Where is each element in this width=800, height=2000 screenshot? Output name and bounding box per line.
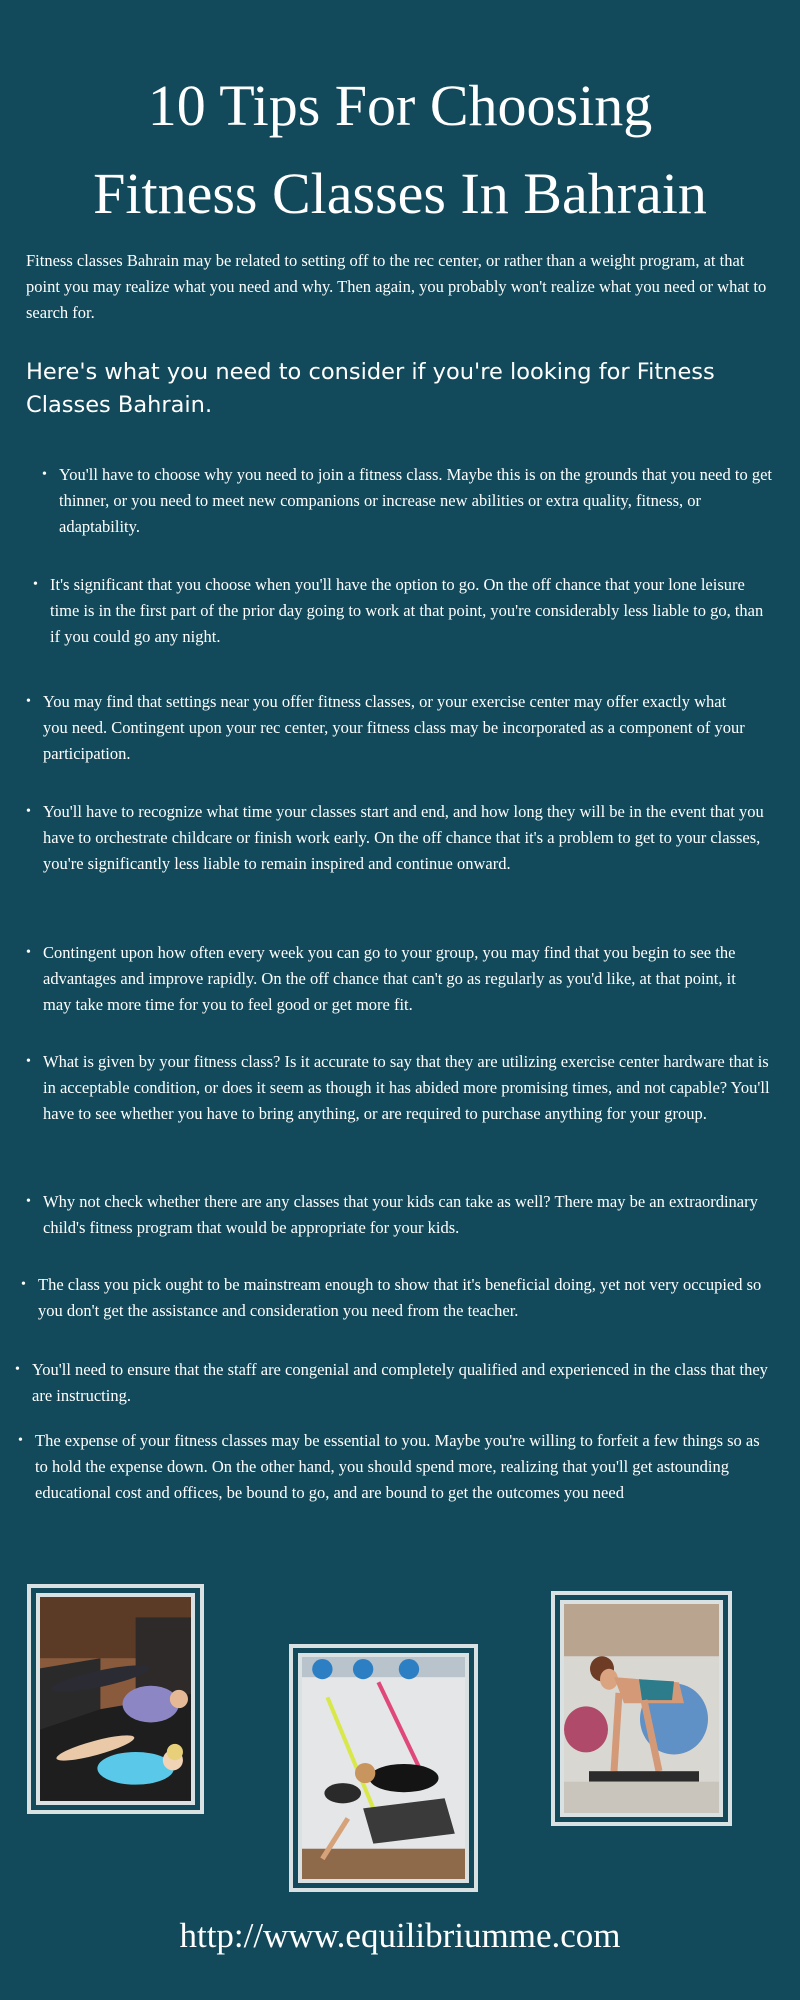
pilates-class-photo-icon xyxy=(40,1597,191,1801)
bullet-icon: • xyxy=(42,467,47,482)
tip-item-6 xyxy=(26,1049,778,1127)
title-line-2: Fitness Classes In Bahrain xyxy=(93,161,707,226)
tip-text: The expense of your fitness classes may be essential to you. Maybe you're willing to forfeit a few things so as to hold the expense down. On the other hand, you should spend more, realizing that you'll get astounding educational cost and offices, be bound to go, and are bound to get the outcomes you need xyxy=(35,1431,760,1502)
resistance-band-class-photo-icon xyxy=(302,1657,465,1879)
page-title xyxy=(0,62,800,238)
photo-frame-pilates xyxy=(27,1584,204,1814)
tip-text: You may find that settings near you offer fitness classes, or your exercise center may offer exactly what you need. Contingent upon your rec center, your fitness class may be incorporated as a component of your participation. xyxy=(43,692,745,763)
tip-text: You'll have to recognize what time your classes start and end, and how long they will be in the event that you have to orchestrate childcare or finish work early. On the off chance that it's a problem to get to your classes, you're significantly less liable to remain inspired and continue onward. xyxy=(43,802,764,873)
bullet-icon: • xyxy=(18,1433,23,1448)
bullet-icon: • xyxy=(26,1194,31,1209)
tip-text: Why not check whether there are any classes that your kids can take as well? There may be an extraordinary child's fitness program that would be appropriate for your kids. xyxy=(43,1192,758,1237)
tip-item-1 xyxy=(42,462,779,540)
tip-item-9 xyxy=(15,1357,777,1409)
photo-frame-stability-ball xyxy=(551,1591,732,1826)
bullet-icon: • xyxy=(15,1362,20,1377)
photo-frame-resistance-band xyxy=(289,1644,478,1892)
bullet-icon: • xyxy=(26,945,31,960)
section-subheading: Here's what you need to consider if you're looking for Fitness Classes Bahrain. xyxy=(26,359,715,418)
bullet-icon: • xyxy=(33,577,38,592)
tip-item-10 xyxy=(18,1428,770,1506)
intro-paragraph: Fitness classes Bahrain may be related to setting off to the rec center, or rather than a weight program, at that point you may realize what you need and why. Then again, you probably won't realize what you need or what to search for. xyxy=(26,251,767,322)
tip-item-4 xyxy=(26,799,768,877)
tip-text: You'll have to choose why you need to join a fitness class. Maybe this is on the grounds that you need to get thinner, or you need to meet new companions or increase new abilities or extra quality, fitness, or adaptability. xyxy=(59,465,772,536)
tip-item-3 xyxy=(26,689,753,767)
tip-text: It's significant that you choose when you'll have the option to go. On the off chance that your lone leisure time is in the first part of the prior day going to work at that point, you're considerably less liable to go, than if you could go any night. xyxy=(50,575,764,646)
title-line-1: 10 Tips For Choosing xyxy=(147,73,653,138)
tip-text: Contingent upon how often every week you can go to your group, you may find that you begin to see the advantages and improve rapidly. On the off chance that can't go as regularly as you'd like, at that point, it may take more time for you to feel good or get more fit. xyxy=(43,943,736,1014)
bullet-icon: • xyxy=(26,1054,31,1069)
footer-website-url: http://www.equilibriumme.com xyxy=(179,1916,621,1955)
stability-ball-pushup-photo-icon xyxy=(564,1604,719,1813)
tip-item-7 xyxy=(26,1189,763,1241)
tip-item-8 xyxy=(21,1272,778,1324)
tip-text: What is given by your fitness class? Is it accurate to say that they are utilizing exercise center hardware that is in acceptable condition, or does it seem as though it has abided more promising times, and not capable? You'll have to see whether you have to bring anything, or are required to purchase anything for your group. xyxy=(43,1052,770,1123)
bullet-icon: • xyxy=(21,1277,26,1292)
tip-text: The class you pick ought to be mainstream enough to show that it's beneficial doing, yet not very occupied so you don't get the assistance and consideration you need from the teacher. xyxy=(38,1275,762,1320)
tip-text: You'll need to ensure that the staff are congenial and completely qualified and experienced in the class that they are instructing. xyxy=(32,1360,768,1405)
bullet-icon: • xyxy=(26,804,31,819)
tip-item-5 xyxy=(26,940,768,1018)
tip-item-2 xyxy=(33,572,770,650)
bullet-icon: • xyxy=(26,694,31,709)
